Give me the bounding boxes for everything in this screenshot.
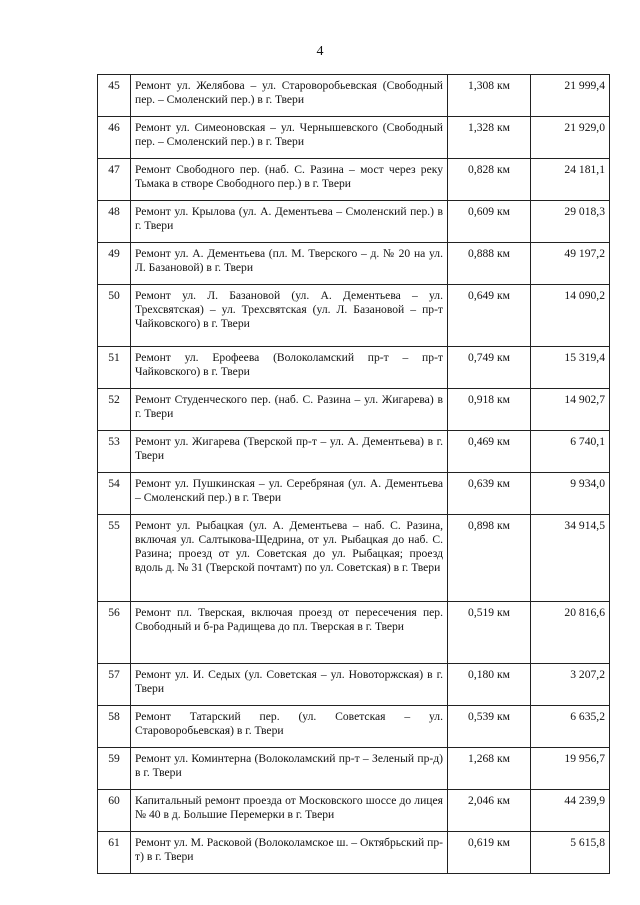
table-row xyxy=(98,75,610,117)
cost-value: 15 319,4 xyxy=(531,347,610,389)
cost-value: 34 914,5 xyxy=(531,515,610,602)
work-description: Ремонт ул. Желябова – ул. Староворобьевская (Свободный пер. – Смоленский пер.) в г. Твери xyxy=(131,75,448,117)
work-description: Ремонт ул. А. Дементьева (пл. М. Тверского – д. № 20 на ул. Л. Базановой) в г. Твери xyxy=(131,243,448,285)
cost-value: 21 929,0 xyxy=(531,117,610,159)
cost-value: 6 740,1 xyxy=(531,431,610,473)
row-number: 58 xyxy=(98,706,131,748)
row-number: 52 xyxy=(98,389,131,431)
road-length: 1,308 км xyxy=(448,75,531,117)
road-length: 0,180 км xyxy=(448,664,531,706)
cost-value: 29 018,3 xyxy=(531,201,610,243)
work-description: Ремонт пл. Тверская, включая проезд от пересечения пер. Свободный и б-ра Радищева до пл. Тверская в г. Твери xyxy=(131,602,448,664)
road-length: 0,888 км xyxy=(448,243,531,285)
table-row xyxy=(98,243,610,285)
table-row xyxy=(98,706,610,748)
cost-value: 44 239,9 xyxy=(531,790,610,832)
cost-value: 3 207,2 xyxy=(531,664,610,706)
work-description: Ремонт ул. Пушкинская – ул. Серебряная (ул. А. Дементьева – Смоленский пер.) в г. Твери xyxy=(131,473,448,515)
cost-value: 20 816,6 xyxy=(531,602,610,664)
road-length: 0,649 км xyxy=(448,285,531,347)
road-length: 0,639 км xyxy=(448,473,531,515)
cost-value: 21 999,4 xyxy=(531,75,610,117)
table-row xyxy=(98,159,610,201)
work-description: Ремонт ул. Рыбацкая (ул. А. Дементьева – наб. С. Разина, включая ул. Салтыкова-Щедрина, от ул. Рыбацкая до наб. С. Разина; проезд от ул. Советская до ул. Рыбацкая; проезд вдоль д. № 31 (Тверской почтамт) по ул. Советская) в г. Твери xyxy=(131,515,448,602)
table-row xyxy=(98,664,610,706)
row-number: 59 xyxy=(98,748,131,790)
work-description: Ремонт ул. М. Расковой (Волоколамское ш. – Октябрьский пр-т) в г. Твери xyxy=(131,832,448,874)
work-description: Ремонт Студенческого пер. (наб. С. Разина – ул. Жигарева) в г. Твери xyxy=(131,389,448,431)
row-number: 61 xyxy=(98,832,131,874)
road-length: 0,519 км xyxy=(448,602,531,664)
cost-value: 14 902,7 xyxy=(531,389,610,431)
table-row xyxy=(98,473,610,515)
road-length: 0,749 км xyxy=(448,347,531,389)
cost-value: 24 181,1 xyxy=(531,159,610,201)
cost-value: 19 956,7 xyxy=(531,748,610,790)
table-row xyxy=(98,201,610,243)
cost-value: 9 934,0 xyxy=(531,473,610,515)
row-number: 57 xyxy=(98,664,131,706)
cost-value: 6 635,2 xyxy=(531,706,610,748)
row-number: 50 xyxy=(98,285,131,347)
work-description: Ремонт ул. Жигарева (Тверской пр-т – ул. А. Дементьева) в г. Твери xyxy=(131,431,448,473)
table-row xyxy=(98,790,610,832)
row-number: 46 xyxy=(98,117,131,159)
table-row xyxy=(98,602,610,664)
row-number: 56 xyxy=(98,602,131,664)
table-row xyxy=(98,285,610,347)
table-row xyxy=(98,748,610,790)
work-description: Капитальный ремонт проезда от Московского шоссе до лицея № 40 в д. Большие Перемерки в г. Твери xyxy=(131,790,448,832)
work-description: Ремонт ул. Коминтерна (Волоколамский пр-т – Зеленый пр-д) в г. Твери xyxy=(131,748,448,790)
table-body xyxy=(98,75,610,874)
row-number: 55 xyxy=(98,515,131,602)
cost-value: 5 615,8 xyxy=(531,832,610,874)
table-row xyxy=(98,389,610,431)
row-number: 54 xyxy=(98,473,131,515)
cost-value: 49 197,2 xyxy=(531,243,610,285)
cost-value: 14 090,2 xyxy=(531,285,610,347)
work-description: Ремонт ул. Симеоновская – ул. Чернышевского (Свободный пер. – Смоленский пер.) в г. Твери xyxy=(131,117,448,159)
table-row xyxy=(98,347,610,389)
work-description: Ремонт ул. Л. Базановой (ул. А. Дементьева – ул. Трехсвятская) – ул. Трехсвятская (ул. Л. Базановой – пр-т Чайковского) в г. Твери xyxy=(131,285,448,347)
row-number: 49 xyxy=(98,243,131,285)
road-length: 1,268 км xyxy=(448,748,531,790)
road-length: 0,918 км xyxy=(448,389,531,431)
row-number: 47 xyxy=(98,159,131,201)
row-number: 53 xyxy=(98,431,131,473)
road-repair-table xyxy=(97,74,610,874)
road-length: 0,828 км xyxy=(448,159,531,201)
road-length: 0,898 км xyxy=(448,515,531,602)
table-row xyxy=(98,117,610,159)
road-length: 0,539 км xyxy=(448,706,531,748)
table-row xyxy=(98,515,610,602)
work-description: Ремонт Свободного пер. (наб. С. Разина – мост через реку Тьмака в створе Свободного пер.) в г. Твери xyxy=(131,159,448,201)
work-description: Ремонт Татарский пер. (ул. Советская – ул. Староворобьевская) в г. Твери xyxy=(131,706,448,748)
road-length: 0,609 км xyxy=(448,201,531,243)
work-description: Ремонт ул. И. Седых (ул. Советская – ул. Новоторжская) в г. Твери xyxy=(131,664,448,706)
page-number: 4 xyxy=(316,44,324,59)
row-number: 48 xyxy=(98,201,131,243)
row-number: 60 xyxy=(98,790,131,832)
row-number: 51 xyxy=(98,347,131,389)
work-description: Ремонт ул. Крылова (ул. А. Дементьева – Смоленский пер.) в г. Твери xyxy=(131,201,448,243)
road-length: 0,469 км xyxy=(448,431,531,473)
road-length: 2,046 км xyxy=(448,790,531,832)
table-row xyxy=(98,431,610,473)
road-length: 1,328 км xyxy=(448,117,531,159)
row-number: 45 xyxy=(98,75,131,117)
table-row xyxy=(98,832,610,874)
road-length: 0,619 км xyxy=(448,832,531,874)
work-description: Ремонт ул. Ерофеева (Волоколамский пр-т – пр-т Чайковского) в г. Твери xyxy=(131,347,448,389)
